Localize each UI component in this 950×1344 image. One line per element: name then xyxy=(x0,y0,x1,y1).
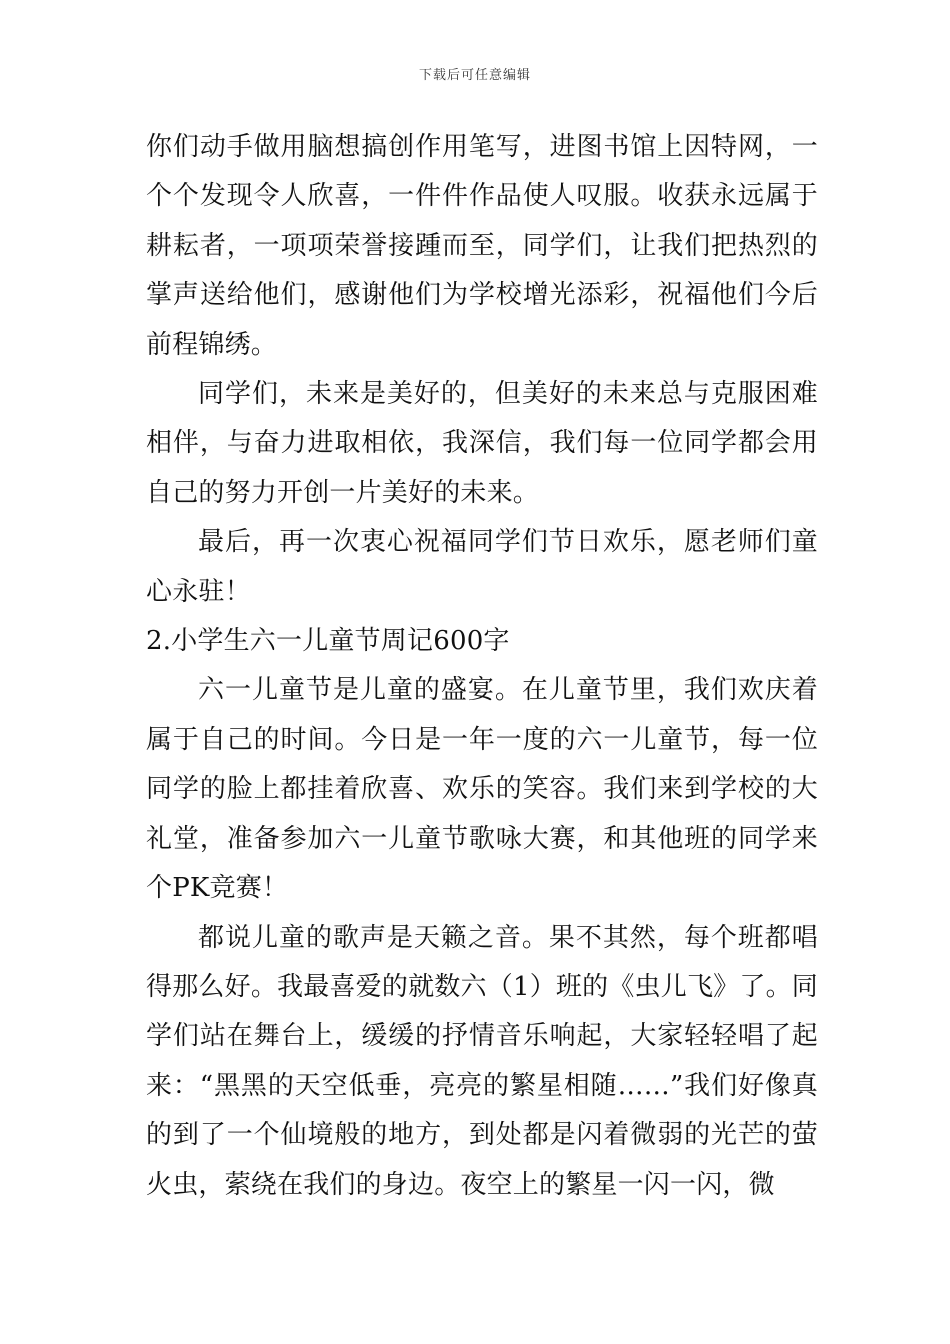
paragraph-3: 最后，再一次衷心祝福同学们节日欢乐，愿老师们童心永驻！ xyxy=(146,527,818,607)
paragraph-4: 六一儿童节是儿童的盛宴。在儿童节里，我们欢庆着属于自己的时间。今日是一年一度的六一儿童节，每一位同学的脸上都挂着欣喜、欢乐的笑容。我们来到学校的大礼堂，准备参加六一儿童节歌咏大赛，和其他班的同学来个PK竞赛！ xyxy=(146,675,818,904)
document-body xyxy=(146,123,818,1210)
section-heading: 2.小学生六一儿童节周记600字 xyxy=(146,626,510,657)
page-header: 下载后可任意编辑 xyxy=(418,68,531,83)
paragraph-1: 你们动手做用脑想搞创作用笔写，进图书馆上因特网，一个个发现令人欣喜，一件件作品使人叹服。收获永远属于耕耘者，一项项荣誉接踵而至，同学们，让我们把热烈的掌声送给他们，感谢他们为学校增光添彩，祝福他们今后前程锦绣。 xyxy=(146,132,818,360)
paragraph-5: 都说儿童的歌声是天籁之音。果不其然，每个班都唱得那么好。我最喜爱的就数六（1）班的《虫儿飞》了。同学们站在舞台上，缓缓的抒情音乐响起，大家轻轻唱了起来：“黑黑的天空低垂，亮亮的繁星相随……”我们好像真的到了一个仙境般的地方，到处都是闪着微弱的光芒的萤火虫，萦绕在我们的身边。夜空上的繁星一闪一闪，微 xyxy=(146,922,818,1200)
paragraph-2: 同学们，未来是美好的，但美好的未来总与克服困难相伴，与奋力进取相依，我深信，我们每一位同学都会用自己的努力开创一片美好的未来。 xyxy=(146,379,818,508)
